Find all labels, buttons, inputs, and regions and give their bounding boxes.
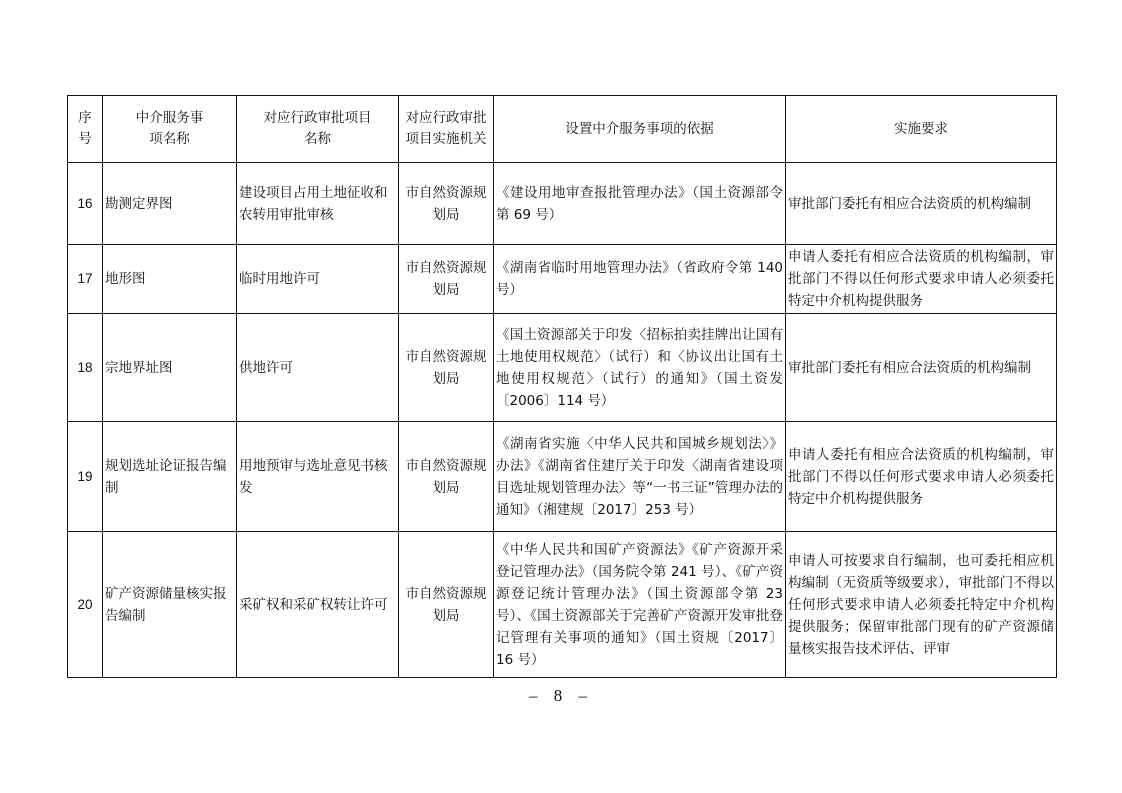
table-row (68, 532, 1057, 678)
table-row (68, 245, 1057, 314)
requirement: 申请人委托有相应合法资质的机构编制，审批部门不得以任何形式要求申请人必须委托特定中介机构提供服务 (786, 422, 1057, 532)
service-name: 地形图 (103, 245, 237, 314)
header-requirement: 实施要求 (786, 96, 1057, 163)
authority: 市自然资源规划局 (399, 314, 494, 422)
basis: 《国土资源部关于印发〈招标拍卖挂牌出让国有土地使用权规范〉（试行）和〈协议出让国有土地使用权规范〉（试行）的通知》（国土资发〔2006〕114 号） (494, 314, 786, 422)
table-row (68, 163, 1057, 245)
basis: 《湖南省实施〈中华人民共和国城乡规划法〉》办法》《湖南省住建厅关于印发〈湖南省建设项目选址规划管理办法〉等“一书三证”管理办法的通知》（湘建规〔2017〕253 号） (494, 422, 786, 532)
service-name: 宗地界址图 (103, 314, 237, 422)
row-number: 19 (68, 422, 103, 532)
row-number: 18 (68, 314, 103, 422)
header-authority: 对应行政审批项目实施机关 (399, 96, 494, 163)
basis: 《建设用地审查报批管理办法》（国土资源部令第 69 号） (494, 163, 786, 245)
header-approval-item: 对应行政审批项目名称 (237, 96, 399, 163)
page-number: – 8 – (529, 686, 593, 705)
table-row (68, 314, 1057, 422)
approval-item: 采矿权和采矿权转让许可 (237, 532, 399, 678)
header-service-name: 中介服务事项名称 (103, 96, 237, 163)
requirement: 审批部门委托有相应合法资质的机构编制 (786, 163, 1057, 245)
approval-item: 用地预审与选址意见书核发 (237, 422, 399, 532)
table-header-row (68, 96, 1057, 163)
basis: 《中华人民共和国矿产资源法》《矿产资源开采登记管理办法》（国务院令第 241 号）、《矿产资源登记统计管理办法》（国土资源部令第 23 号）、《国土资源部关于完善矿产资源开发审批登记管理有关事项的通知》（国土资规〔2017〕16 号） (494, 532, 786, 678)
header-basis: 设置中介服务事项的依据 (494, 96, 786, 163)
basis: 《湖南省临时用地管理办法》（省政府令第 140 号） (494, 245, 786, 314)
approval-item: 供地许可 (237, 314, 399, 422)
table-row (68, 422, 1057, 532)
row-number: 17 (68, 245, 103, 314)
approval-item: 建设项目占用土地征收和农转用审批审核 (237, 163, 399, 245)
authority: 市自然资源规划局 (399, 163, 494, 245)
service-name: 矿产资源储量核实报告编制 (103, 532, 237, 678)
authority: 市自然资源规划局 (399, 245, 494, 314)
row-number: 20 (68, 532, 103, 678)
requirement: 申请人可按要求自行编制，也可委托相应机构编制（无资质等级要求），审批部门不得以任何形式要求申请人必须委托特定中介机构提供服务；保留审批部门现有的矿产资源储量核实报告技术评估、评审 (786, 532, 1057, 678)
intermediary-services-table (67, 95, 1057, 678)
authority: 市自然资源规划局 (399, 532, 494, 678)
authority: 市自然资源规划局 (399, 422, 494, 532)
approval-item: 临时用地许可 (237, 245, 399, 314)
service-name: 勘测定界图 (103, 163, 237, 245)
row-number: 16 (68, 163, 103, 245)
service-name: 规划选址论证报告编制 (103, 422, 237, 532)
requirement: 审批部门委托有相应合法资质的机构编制 (786, 314, 1057, 422)
requirement: 申请人委托有相应合法资质的机构编制，审批部门不得以任何形式要求申请人必须委托特定中介机构提供服务 (786, 245, 1057, 314)
header-seq: 序号 (68, 96, 103, 163)
